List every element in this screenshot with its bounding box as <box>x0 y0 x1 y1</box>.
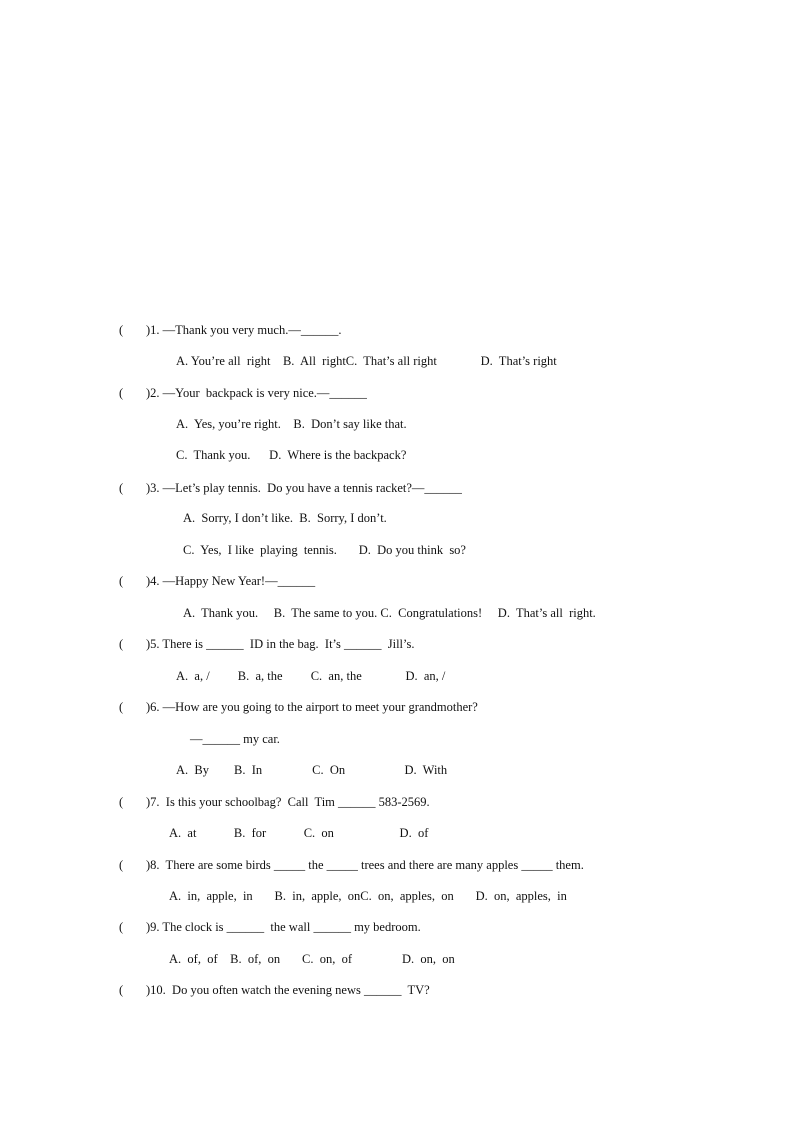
answer-options: A. By B. In C. On D. With <box>176 763 448 777</box>
question-stem: )8. There are some birds _____ the _____ trees and there are many apples _____ them. <box>146 858 584 872</box>
answer-paren: ( <box>119 795 124 809</box>
answer-paren: ( <box>119 323 124 337</box>
answer-options: A. Yes, you’re right. B. Don’t say like that. <box>176 417 407 431</box>
answer-options: C. Thank you. D. Where is the backpack? <box>176 448 407 462</box>
question-stem: )2. —Your backpack is very nice.—______ <box>146 386 367 400</box>
question-stem: )1. —Thank you very much.—______. <box>146 323 342 337</box>
answer-options: A. a, / B. a, the C. an, the D. an, / <box>176 669 446 683</box>
answer-options: A. in, apple, in B. in, apple, onC. on, apples, on D. on, apples, in <box>169 889 567 903</box>
answer-options: A. You’re all right B. All rightC. That’s all right D. That’s right <box>176 354 557 368</box>
answer-options: A. at B. for C. on D. of <box>169 826 429 840</box>
answer-paren: ( <box>119 920 124 934</box>
answer-options: A. Sorry, I don’t like. B. Sorry, I don’t. <box>183 511 387 525</box>
answer-paren: ( <box>119 386 124 400</box>
question-stem: )4. —Happy New Year!—______ <box>146 574 316 588</box>
answer-paren: ( <box>119 858 124 872</box>
question-stem: )5. There is ______ ID in the bag. It’s ______ Jill’s. <box>146 637 415 651</box>
answer-paren: ( <box>119 637 124 651</box>
answer-paren: ( <box>119 574 124 588</box>
answer-line: —______ my car. <box>190 732 280 746</box>
answer-paren: ( <box>119 983 124 997</box>
question-stem: )10. Do you often watch the evening news ______ TV? <box>146 983 430 997</box>
answer-options: A. of, of B. of, on C. on, of D. on, on <box>169 952 455 966</box>
question-stem: )6. —How are you going to the airport to meet your grandmother? <box>146 700 478 714</box>
answer-paren: ( <box>119 700 124 714</box>
question-stem: )3. —Let’s play tennis. Do you have a tennis racket?—______ <box>146 481 462 495</box>
question-stem: )9. The clock is ______ the wall ______ my bedroom. <box>146 920 421 934</box>
question-stem: )7. Is this your schoolbag? Call Tim ______ 583-2569. <box>146 795 430 809</box>
answer-options: C. Yes, I like playing tennis. D. Do you think so? <box>183 543 466 557</box>
answer-paren: ( <box>119 481 124 495</box>
answer-options: A. Thank you. B. The same to you. C. Congratulations! D. That’s all right. <box>183 606 596 620</box>
